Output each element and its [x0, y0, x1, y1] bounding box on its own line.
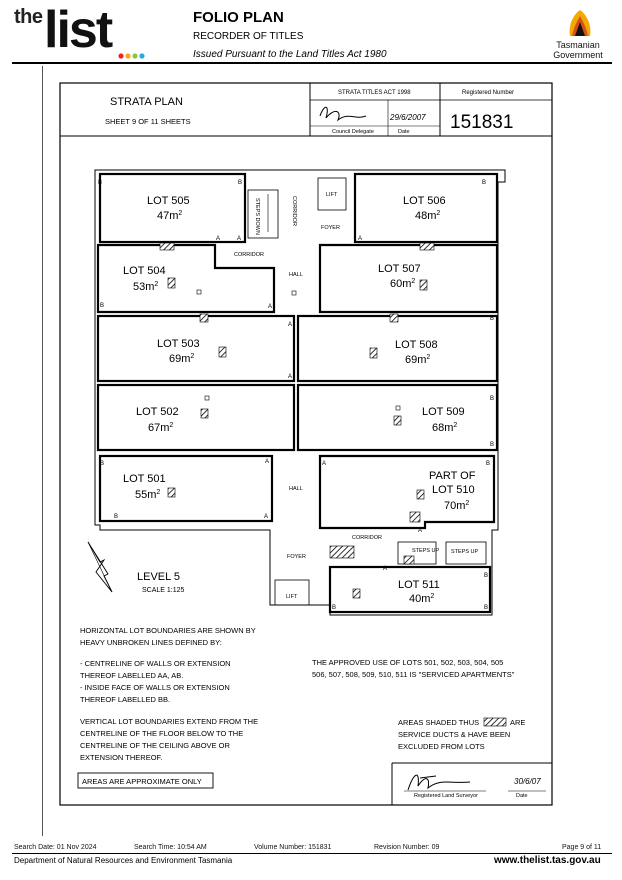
- lot-504-area-value: 53m: [133, 281, 155, 293]
- lot-508-area-unit: 2: [426, 354, 431, 361]
- lot-506-label: LOT 506: [403, 195, 446, 207]
- lot-506-area-unit: 2: [436, 210, 441, 217]
- service-duct: [394, 416, 401, 425]
- lot-509-area-value: 68m: [432, 422, 454, 434]
- government-line-2: Government: [553, 50, 603, 60]
- note-vertical-line: EXTENSION THEREOF.: [80, 753, 163, 762]
- plan-type: STRATA PLAN: [110, 96, 183, 108]
- boundary-mark-a: A: [418, 528, 423, 534]
- registered-number-label: Registered Number: [462, 90, 515, 96]
- registered-number: 151831: [450, 112, 514, 133]
- logo-list-text: list: [44, 1, 112, 59]
- service-duct: [404, 556, 414, 564]
- column-marker: [396, 406, 400, 410]
- surveyor-date-label: Date: [516, 793, 528, 799]
- approved-use-line: 506, 507, 508, 509, 510, 511 IS "SERVICED APARTMENTS": [312, 670, 515, 679]
- strata-act: STRATA TITLES ACT 1998: [338, 90, 411, 96]
- boundary-mark-a: A: [264, 514, 269, 520]
- lot-503-area-unit: 2: [190, 353, 195, 360]
- boundary-mark-a: A: [288, 374, 293, 380]
- lot-507-area-value: 60m: [390, 278, 412, 290]
- surveyor-date: 30/6/07: [514, 777, 541, 786]
- boundary-mark-b: B: [486, 461, 491, 467]
- logo-the-text: the: [14, 6, 43, 28]
- steps-up-label: STEPS UP: [451, 549, 479, 555]
- lot-501-area-value: 55m: [135, 489, 157, 501]
- service-duct: [168, 278, 175, 288]
- service-duct: [201, 409, 208, 418]
- department-name: Department of Natural Resources and Environment Tasmania: [14, 856, 233, 865]
- column-marker: [197, 290, 201, 294]
- search-date: Search Date: 01 Nov 2024: [14, 844, 97, 851]
- column-marker: [205, 396, 209, 400]
- boundary-mark-b: B: [490, 396, 495, 402]
- lot-507-area: [390, 278, 415, 290]
- steps-up-label: STEPS UP: [412, 548, 440, 554]
- surveyor-signature: [408, 775, 470, 790]
- lot-501-boundary: [100, 456, 272, 521]
- boundary-mark-a: A: [322, 461, 327, 467]
- lift-label: LIFT: [326, 192, 338, 198]
- foyer-label: FOYER: [287, 554, 306, 560]
- boundary-mark-b: B: [100, 303, 105, 309]
- shaded-note-line: SERVICE DUCTS & HAVE BEEN: [398, 730, 511, 739]
- service-duct: [160, 243, 174, 250]
- lot-502-boundary: [98, 385, 294, 450]
- service-duct: [353, 589, 360, 598]
- boundary-mark-a: A: [358, 236, 363, 242]
- lot-505-area: [157, 210, 182, 222]
- boundary-mark-a: A: [265, 459, 270, 465]
- scale-label: SCALE 1:125: [142, 587, 185, 594]
- lot-502-area-value: 67m: [148, 422, 170, 434]
- council-delegate-label: Council Delegate: [332, 129, 374, 135]
- lot-511-area-unit: 2: [430, 593, 435, 600]
- steps-down-label: STEPS DOWN: [254, 198, 260, 235]
- service-duct: [420, 243, 434, 250]
- foyer-label: FOYER: [321, 225, 340, 231]
- lot-505-area-unit: 2: [178, 210, 183, 217]
- note-horizontal-line: - INSIDE FACE OF WALLS OR EXTENSION: [80, 683, 230, 692]
- note-horizontal-line: THEREOF LABELLED BB.: [80, 695, 171, 704]
- approx-note: AREAS ARE APPROXIMATE ONLY: [82, 777, 202, 786]
- boundary-mark-b: B: [484, 573, 489, 579]
- lot-509-area-unit: 2: [453, 422, 458, 429]
- footer-divider: [12, 853, 612, 854]
- date-value: 29/6/2007: [390, 113, 426, 122]
- lot-505-area-value: 47m: [157, 210, 179, 222]
- lot-505-label: LOT 505: [147, 195, 190, 207]
- lot-510-area-unit: 2: [465, 500, 470, 507]
- boundary-mark-b: B: [332, 605, 337, 611]
- lot-503-area: [169, 353, 194, 365]
- service-duct: [200, 314, 208, 322]
- service-duct: [370, 348, 377, 358]
- lot-502-area: [148, 422, 173, 434]
- lot-510-area: [444, 500, 469, 512]
- note-horizontal-line: THEREOF LABELLED AA, AB.: [80, 671, 184, 680]
- boundary-mark-a: A: [216, 236, 221, 242]
- lot-511-label: LOT 511: [398, 579, 440, 591]
- hall-label: HALL: [289, 272, 303, 278]
- lot-507-area-unit: 2: [411, 278, 416, 285]
- lot-502-label: LOT 502: [136, 406, 179, 418]
- lot-507-label: LOT 507: [378, 263, 421, 275]
- lot-501-area: [135, 489, 160, 501]
- lot-510-label: PART OF: [429, 470, 476, 482]
- hall-label: HALL: [289, 486, 303, 492]
- lot-503-area-value: 69m: [169, 353, 191, 365]
- lot-508-area-value: 69m: [405, 354, 427, 366]
- column-marker: [292, 291, 296, 295]
- lot-509-area: [432, 422, 457, 434]
- boundary-mark-a: A: [383, 566, 388, 572]
- service-duct: [390, 314, 398, 322]
- service-duct: [417, 490, 424, 499]
- lift-label: LIFT: [286, 594, 298, 600]
- north-arrow-icon: [88, 542, 112, 592]
- lot-502-area-unit: 2: [169, 422, 174, 429]
- lot-506-area: [415, 210, 440, 222]
- page-number: Page 9 of 11: [562, 844, 602, 851]
- steps-down-area: [248, 190, 278, 238]
- surveyor-label: Registered Land Surveyor: [414, 793, 478, 799]
- issued-statement: Issued Pursuant to the Land Titles Act 1980: [193, 49, 387, 60]
- page-subtitle: RECORDER OF TITLES: [193, 31, 304, 42]
- lot-505-boundary: [100, 174, 245, 242]
- lot-509-label: LOT 509: [422, 406, 465, 418]
- lift-shaft: [275, 580, 309, 605]
- lot-511-area-value: 40m: [409, 593, 431, 605]
- note-horizontal-line: - CENTRELINE OF WALLS OR EXTENSION: [80, 659, 231, 668]
- building-outline: [95, 170, 505, 615]
- note-vertical-line: CENTRELINE OF THE CEILING ABOVE OR: [80, 741, 230, 750]
- search-time: Search Time: 10:54 AM: [134, 844, 207, 851]
- boundary-mark-b: B: [98, 180, 103, 186]
- boundary-mark-a: A: [288, 322, 293, 328]
- boundary-mark-b: B: [100, 461, 105, 467]
- boundary-mark-a: A: [268, 304, 273, 310]
- service-duct: [420, 280, 427, 290]
- website-link[interactable]: www.thelist.tas.gov.au: [494, 855, 601, 866]
- shaded-note-line: AREAS SHADED THUS: [398, 718, 480, 727]
- shaded-sample-swatch: [484, 718, 506, 726]
- lot-506-boundary: [355, 174, 497, 242]
- lot-504-label: LOT 504: [123, 265, 166, 277]
- level-label: LEVEL 5: [137, 571, 181, 583]
- approved-use-line: THE APPROVED USE OF LOTS 501, 502, 503, 504, 505: [312, 658, 504, 667]
- lot-506-area-value: 48m: [415, 210, 437, 222]
- service-duct: [168, 488, 175, 497]
- corridor-label: CORRIDOR: [234, 252, 264, 258]
- lot-504-area: [133, 281, 158, 293]
- service-duct: [219, 347, 226, 357]
- boundary-mark-b: B: [114, 514, 119, 520]
- boundary-mark-b: B: [490, 442, 495, 448]
- boundary-mark-b: B: [482, 180, 487, 186]
- service-duct: [330, 546, 354, 558]
- boundary-mark-b: B: [490, 316, 495, 322]
- corridor-label: CORRIDOR: [352, 535, 382, 541]
- shaded-note-line: ARE: [510, 718, 526, 727]
- note-horizontal-line: HEAVY UNBROKEN LINES DEFINED BY:: [80, 638, 222, 647]
- lot-501-label: LOT 501: [123, 473, 166, 485]
- lot-501-area-unit: 2: [156, 489, 161, 496]
- note-vertical-line: CENTRELINE OF THE FLOOR BELOW TO THE: [80, 729, 244, 738]
- volume-number: Volume Number: 151831: [254, 844, 332, 851]
- note-horizontal-line: HORIZONTAL LOT BOUNDARIES ARE SHOWN BY: [80, 626, 256, 635]
- date-label: Date: [398, 129, 410, 135]
- note-vertical-line: VERTICAL LOT BOUNDARIES EXTEND FROM THE: [80, 717, 259, 726]
- boundary-mark-b: B: [238, 180, 243, 186]
- lot-504-area-unit: 2: [154, 281, 159, 288]
- lot-510-area-value: 70m: [444, 500, 466, 512]
- lot-503-label: LOT 503: [157, 338, 200, 350]
- boundary-mark-b: B: [484, 605, 489, 611]
- boundary-mark-a: A: [237, 236, 242, 242]
- lot-511-area: [409, 593, 434, 605]
- corridor-label: CORRIDOR: [291, 196, 297, 226]
- council-delegate-signature: [320, 107, 366, 120]
- sheet-number: SHEET 9 OF 11 SHEETS: [105, 117, 191, 126]
- shaded-note-line: EXCLUDED FROM LOTS: [398, 742, 485, 751]
- government-line-1: Tasmanian: [556, 40, 600, 50]
- page-title: FOLIO PLAN: [193, 9, 284, 26]
- revision-number: Revision Number: 09: [374, 844, 440, 851]
- lot-508-label: LOT 508: [395, 339, 438, 351]
- lot-508-area: [405, 354, 430, 366]
- lot-510-label-2: LOT 510: [432, 484, 475, 496]
- service-duct: [410, 512, 420, 522]
